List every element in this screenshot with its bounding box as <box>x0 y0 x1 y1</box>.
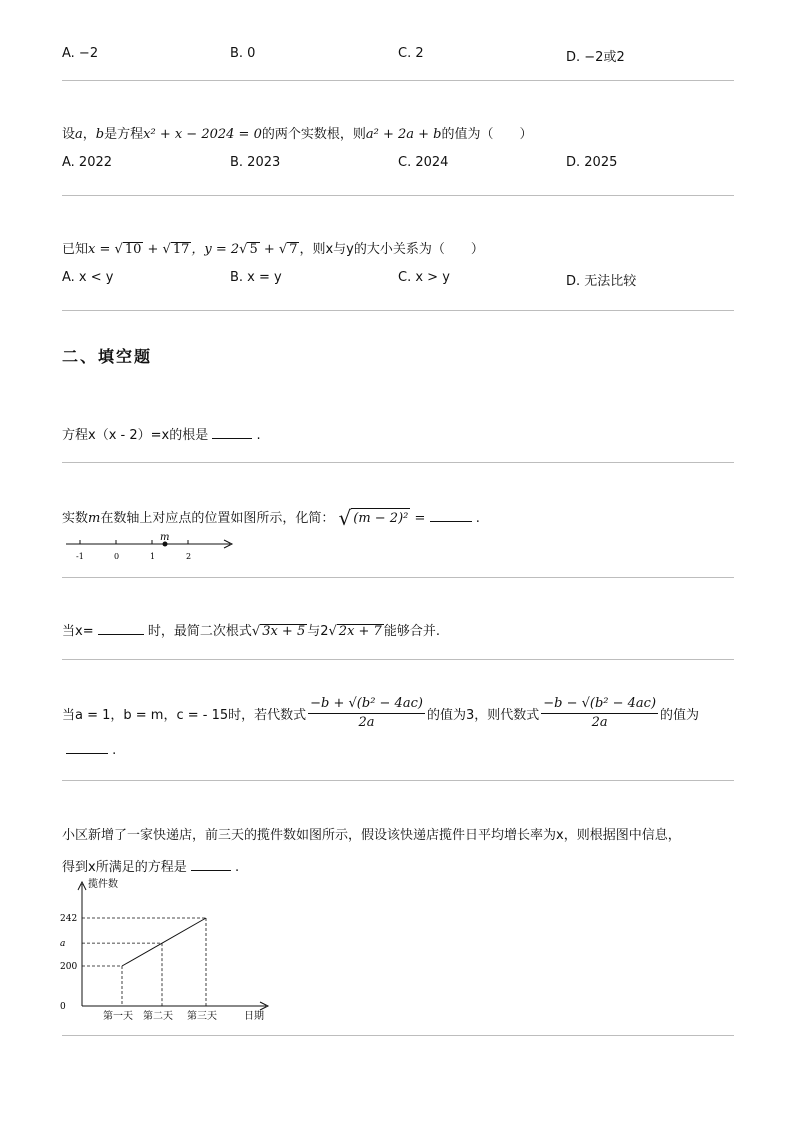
option-c: C. x > y <box>398 270 450 285</box>
option-b: B. 2023 <box>230 155 281 170</box>
fill-question-5-line-1: 小区新增了一家快递店，前三天的揽件数如图所示，假设该快递店揽件日平均增长率为x，则根据图中信息， <box>62 828 681 843</box>
answer-blank[interactable] <box>191 860 231 871</box>
option-a: A. 2022 <box>62 155 113 170</box>
fill-question-5-line-2: 得到x所满足的方程是 . <box>62 860 240 875</box>
fill-question-4-blank-line: . <box>62 743 116 758</box>
answer-blank[interactable] <box>212 428 252 439</box>
divider <box>62 780 734 781</box>
option-c: C. 2024 <box>398 155 449 170</box>
divider <box>62 1035 734 1036</box>
tick-label: 1 <box>150 552 156 561</box>
section-title: 二、填空题 <box>62 347 153 366</box>
y-tick-label: 242 <box>60 914 78 924</box>
question-1-stem: 设a，b是方程x² + x − 2024 = 0的两个实数根，则a² + 2a + b的值为（ ） <box>62 127 533 142</box>
divider <box>62 80 734 81</box>
option-c: C. 2 <box>398 46 424 61</box>
divider <box>62 659 734 660</box>
x-axis-label: 日期 <box>244 1011 264 1022</box>
tick-label: -1 <box>76 552 84 561</box>
pickup-count-chart <box>56 876 276 1026</box>
x-tick-label: 第一天 <box>103 1011 133 1022</box>
point-label: m <box>160 532 170 543</box>
divider <box>62 462 734 463</box>
x-tick-label: 第二天 <box>143 1011 173 1022</box>
option-a: A. −2 <box>62 46 99 61</box>
y-tick-label: 200 <box>60 962 78 972</box>
divider <box>62 577 734 578</box>
option-a: A. x < y <box>62 270 114 285</box>
series-line <box>122 918 206 966</box>
question-2-stem: 已知x = √ 10 + √ 17 ，y = 2√ 5 + √ 7 ，则x与y的大小关系为（ ） <box>62 242 484 257</box>
option-d: D. 2025 <box>566 155 618 170</box>
option-d: D. 无法比较 <box>566 274 637 289</box>
divider <box>62 195 734 196</box>
y-tick-label: a <box>60 939 66 950</box>
tick-label: 0 <box>114 552 120 561</box>
number-line <box>62 530 242 564</box>
answer-blank[interactable] <box>430 511 472 522</box>
option-d: D. −2或2 <box>566 50 625 65</box>
tick-label: 2 <box>186 552 192 561</box>
x-tick-label: 第三天 <box>187 1011 217 1022</box>
fill-question-3: 当x= 时，最简二次根式√ 3x + 5 与2√ 2x + 7 能够合并. <box>62 624 440 639</box>
y-axis-label: 揽件数 <box>88 879 118 890</box>
answer-blank[interactable] <box>98 624 144 635</box>
option-b: B. 0 <box>230 46 256 61</box>
answer-blank[interactable] <box>66 743 108 754</box>
y-tick-label: 0 <box>60 1002 66 1012</box>
option-b: B. x = y <box>230 270 282 285</box>
divider <box>62 310 734 311</box>
fraction-2: $\frac{\text{−b − √(b² − 4ac)}}{2a}$ <box>543 696 657 730</box>
fill-question-1: 方程x（x - 2）=x的根是 . <box>62 428 261 443</box>
fill-question-2: 实数m在数轴上对应点的位置如图所示，化简： √ (m − 2)² = . <box>62 506 480 530</box>
fraction-1: $\frac{\text{−b + √(b² − 4ac)}}{2a}$ <box>310 696 423 730</box>
fill-question-4: 当a = 1，b = m，c = - 15时，若代数式 $\frac{\text{−b + √(b² − 4ac)}}{2a}$ 的值为3，则代数式 $\frac{\text{−b − √(b² − 4ac)}}{2a}$ 的值为 <box>62 696 700 730</box>
